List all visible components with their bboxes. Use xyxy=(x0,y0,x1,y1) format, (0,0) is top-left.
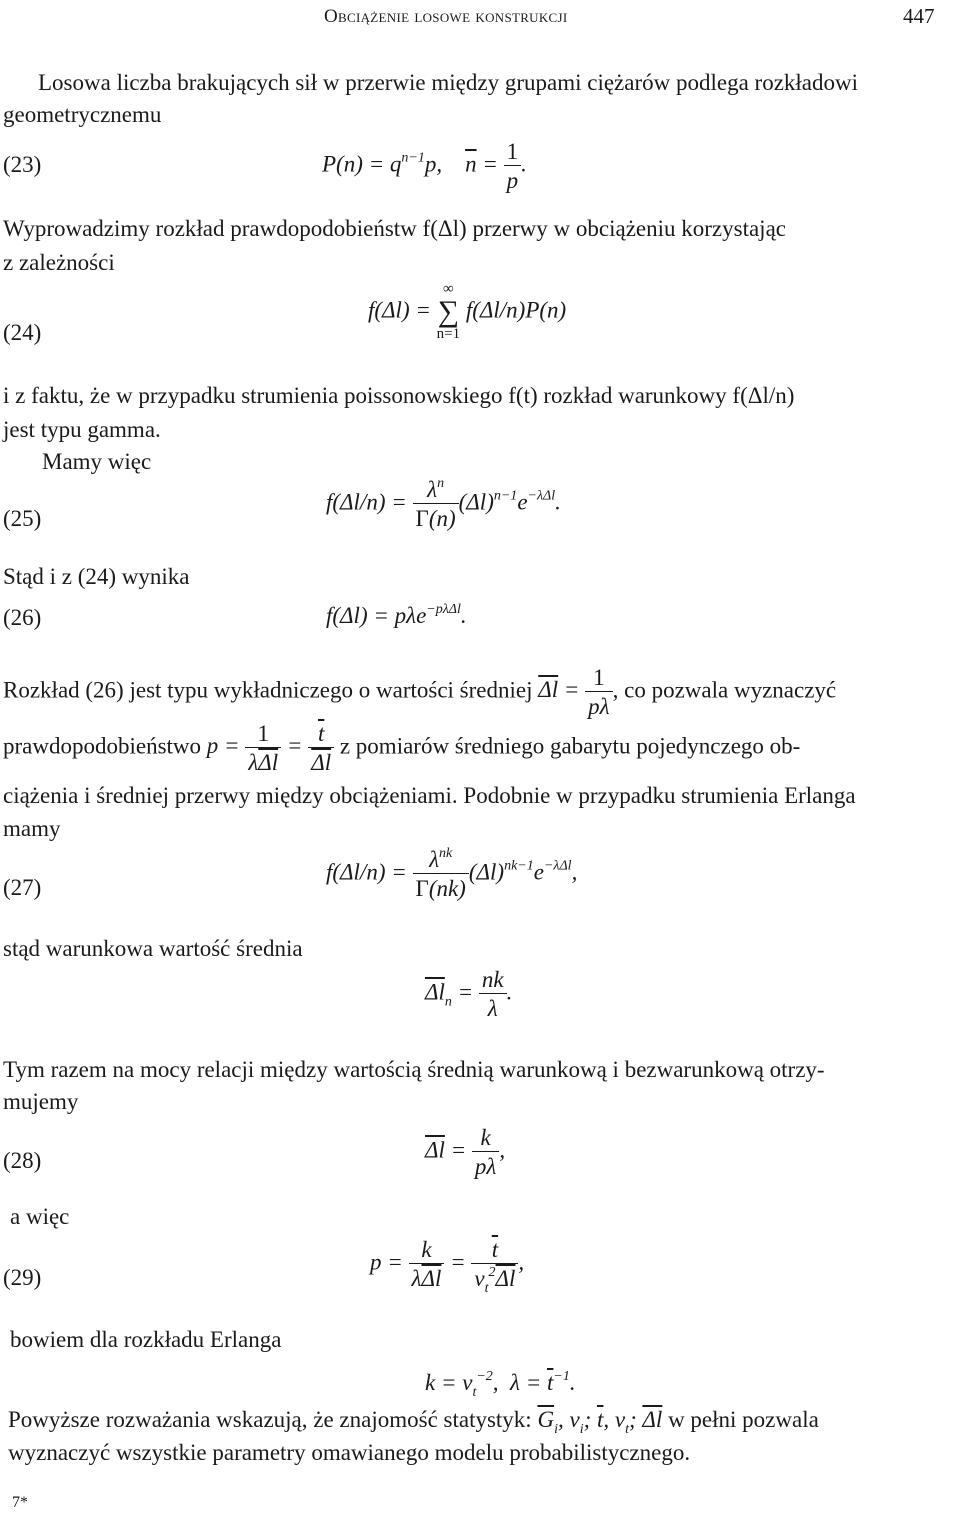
equation-28: $\overline{\Delta l}$ = $\frac{k}{p\lambda}$ , xyxy=(425,1125,506,1179)
equation-28-number: (28) xyxy=(3,1148,42,1173)
paragraph-6-line-1: stąd warunkowa wartość średnia xyxy=(3,936,303,961)
paragraph-1-line-1: Losowa liczba brakujących sił w przerwie między grupami ciężarów podlega rozkładowi xyxy=(38,70,859,95)
equation-23: $P(n) = q^{n-1}p$, $\overline{n}$ = $\frac{1}{p}$ . xyxy=(322,139,527,193)
paragraph-7-line-2: mujemy xyxy=(3,1089,79,1114)
paragraph-9-line-1: bowiem dla rozkładu Erlanga xyxy=(10,1327,282,1352)
paragraph-1-line-2: geometrycznemu xyxy=(3,102,162,127)
paragraph-5-line-1 xyxy=(3,666,836,718)
equation-25: f(Δl/n) = $\frac{\lambda^n}{\Gamma(n)}$ $(\Delta l)^{n-1}e^{-\lambda\Delta l}$. xyxy=(326,476,561,531)
equation-26-number: (26) xyxy=(3,605,42,630)
paragraph-10-line-1-start: Powyższe rozważania wskazują, że znajomość statystyk: xyxy=(8,1407,532,1432)
equation-24: f(Δl) = ∞ ∑ n=1 f(Δl/n)P(n) xyxy=(368,281,567,342)
equation-26: f(Δl) = pλe$^{-p\lambda\Delta l}$. xyxy=(326,602,467,628)
paragraph-5-line-2-end: z pomiarów średniego gabarytu pojedynczego ob- xyxy=(339,733,801,759)
page-number: 447 xyxy=(903,4,935,28)
equation-27-number: (27) xyxy=(3,875,42,900)
equation-24-number: (24) xyxy=(3,320,42,345)
paragraph-3-line-1: i z faktu, że w przypadku strumienia poissonowskiego f(t) rozkład warunkowy f(Δl/n) xyxy=(3,383,795,408)
paragraph-5-line-2-start: prawdopodobieństwo xyxy=(3,733,202,759)
paragraph-5-line-1-start: Rozkład (26) jest typu wykładniczego o wartości średniej xyxy=(3,677,533,703)
paragraph-5-line-4: mamy xyxy=(3,816,61,841)
running-header: Obciążenie losowe konstrukcji xyxy=(324,6,568,27)
paragraph-2-line-2: z zależności xyxy=(3,250,115,275)
paragraph-7-line-1: Tym razem na mocy relacji między wartością średnią warunkową i bezwarunkową otrzy- xyxy=(3,1057,825,1082)
paragraph-10-line-2: wyznaczyć wszystkie parametry omawianego modelu probabilistycznego. xyxy=(8,1440,691,1465)
paragraph-5-line-1-end: , co pozwala wyznaczyć xyxy=(612,677,837,703)
paragraph-3-line-3: Mamy więc xyxy=(42,449,152,474)
equation-27: f(Δl/n) = $\frac{\lambda^{nk}}{\Gamma(nk)}$ $(\Delta l)^{nk-1}e^{-\lambda\Delta l}$, xyxy=(326,846,578,901)
equation-23-number: (23) xyxy=(3,152,42,177)
equation-29: p = $\frac{k}{\lambda\overline{\Delta l}}$ = $\frac{\overline{t}}{v_t^2\overline{\Delta l}}$ , xyxy=(370,1237,525,1296)
statistics-list: $\overline{G}_i$, $v_i$; $\overline{t}$, $v_t$; $\overline{\Delta l}$ xyxy=(537,1407,663,1437)
equation-25-number: (25) xyxy=(3,506,42,531)
paragraph-10-line-1 xyxy=(8,1403,819,1437)
paragraph-5-line-3: ciążenia i średniej przerwy między obciążeniami. Podobnie w przypadku strumienia Erlanga xyxy=(3,783,856,808)
paragraph-10-line-1-end: w pełni pozwala xyxy=(668,1407,819,1432)
paragraph-4-line-1: Stąd i z (24) wynika xyxy=(3,564,190,589)
signature-mark: 7* xyxy=(12,1494,28,1511)
probability-expression: p = $\frac{1}{\lambda\overline{\Delta l}}$ = $\frac{\overline{t}}{\Delta l}$ xyxy=(207,733,334,758)
paragraph-5-line-2 xyxy=(3,722,800,774)
paragraph-2-line-1: Wyprowadzimy rozkład prawdopodobieństw f(Δl) przerwy w obciążeniu korzystając xyxy=(3,216,786,241)
mean-interval-expression: $\overline{\Delta l}$ = $\frac{1}{p\lambda}$ xyxy=(538,677,612,702)
paragraph-3-line-2: jest typu gamma. xyxy=(3,417,161,442)
equation-29-number: (29) xyxy=(3,1265,42,1290)
conditional-mean-equation: $\overline{\Delta l}_n$ = $\frac{nk}{\lambda}$ . xyxy=(425,967,513,1021)
erlang-parameters-equation: $k = v_t^{-2}$, $\lambda = \overline{t}^{-1}$. xyxy=(425,1369,576,1400)
paragraph-8-line-1: a więc xyxy=(10,1204,70,1229)
